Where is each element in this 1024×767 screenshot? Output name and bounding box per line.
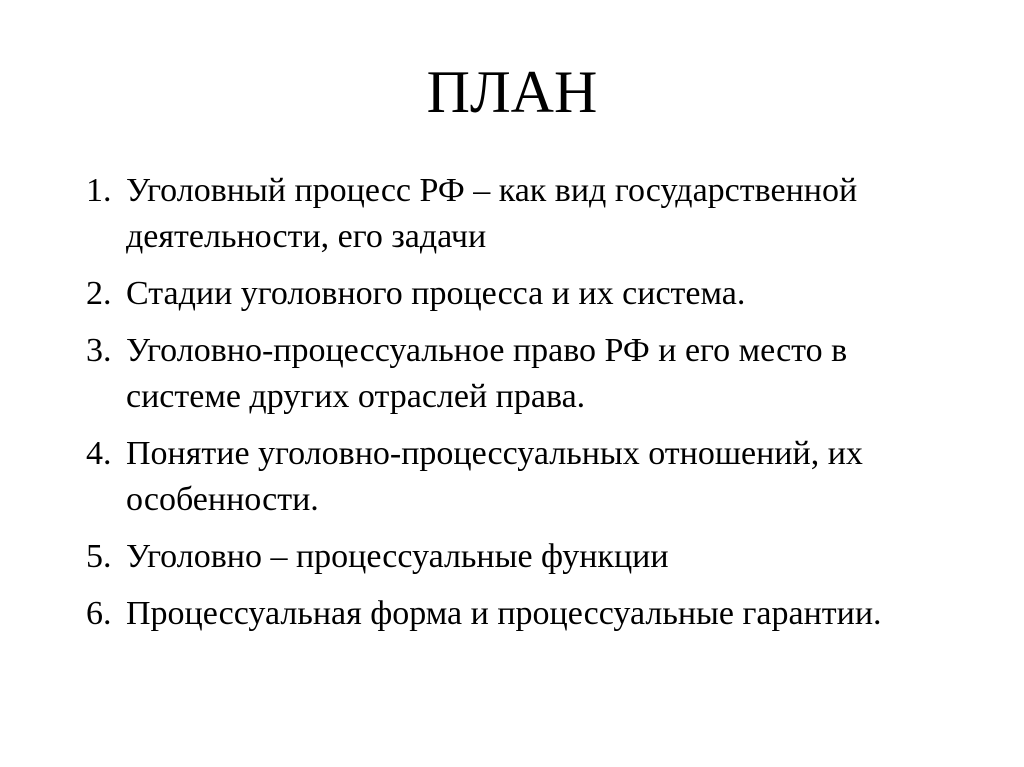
item-text: Стадии уголовного процесса и их система.: [126, 275, 746, 312]
plan-list: [86, 168, 966, 648]
item-number: 1.: [86, 172, 112, 209]
item-number: 4.: [86, 435, 112, 472]
list-item: [86, 431, 966, 523]
list-item: [86, 168, 966, 260]
item-text: Понятие уголовно-процессуальных отношений, их особенности.: [126, 435, 863, 518]
item-number: 6.: [86, 595, 112, 632]
list-item: [86, 591, 966, 637]
item-text: Уголовно-процессуальное право РФ и его место в системе других отраслей права.: [126, 332, 848, 415]
list-item: [86, 271, 966, 317]
item-text: Уголовно – процессуальные функции: [126, 538, 669, 575]
item-number: 3.: [86, 332, 112, 369]
item-number: 2.: [86, 275, 112, 312]
list-item: [86, 328, 966, 420]
item-text: Процессуальная форма и процессуальные гарантии.: [126, 595, 882, 632]
item-text: Уголовный процесс РФ – как вид государственной деятельности, его задачи: [126, 172, 858, 255]
item-number: 5.: [86, 538, 112, 575]
slide-title: ПЛАН: [426, 59, 598, 125]
list-item: [86, 534, 966, 580]
